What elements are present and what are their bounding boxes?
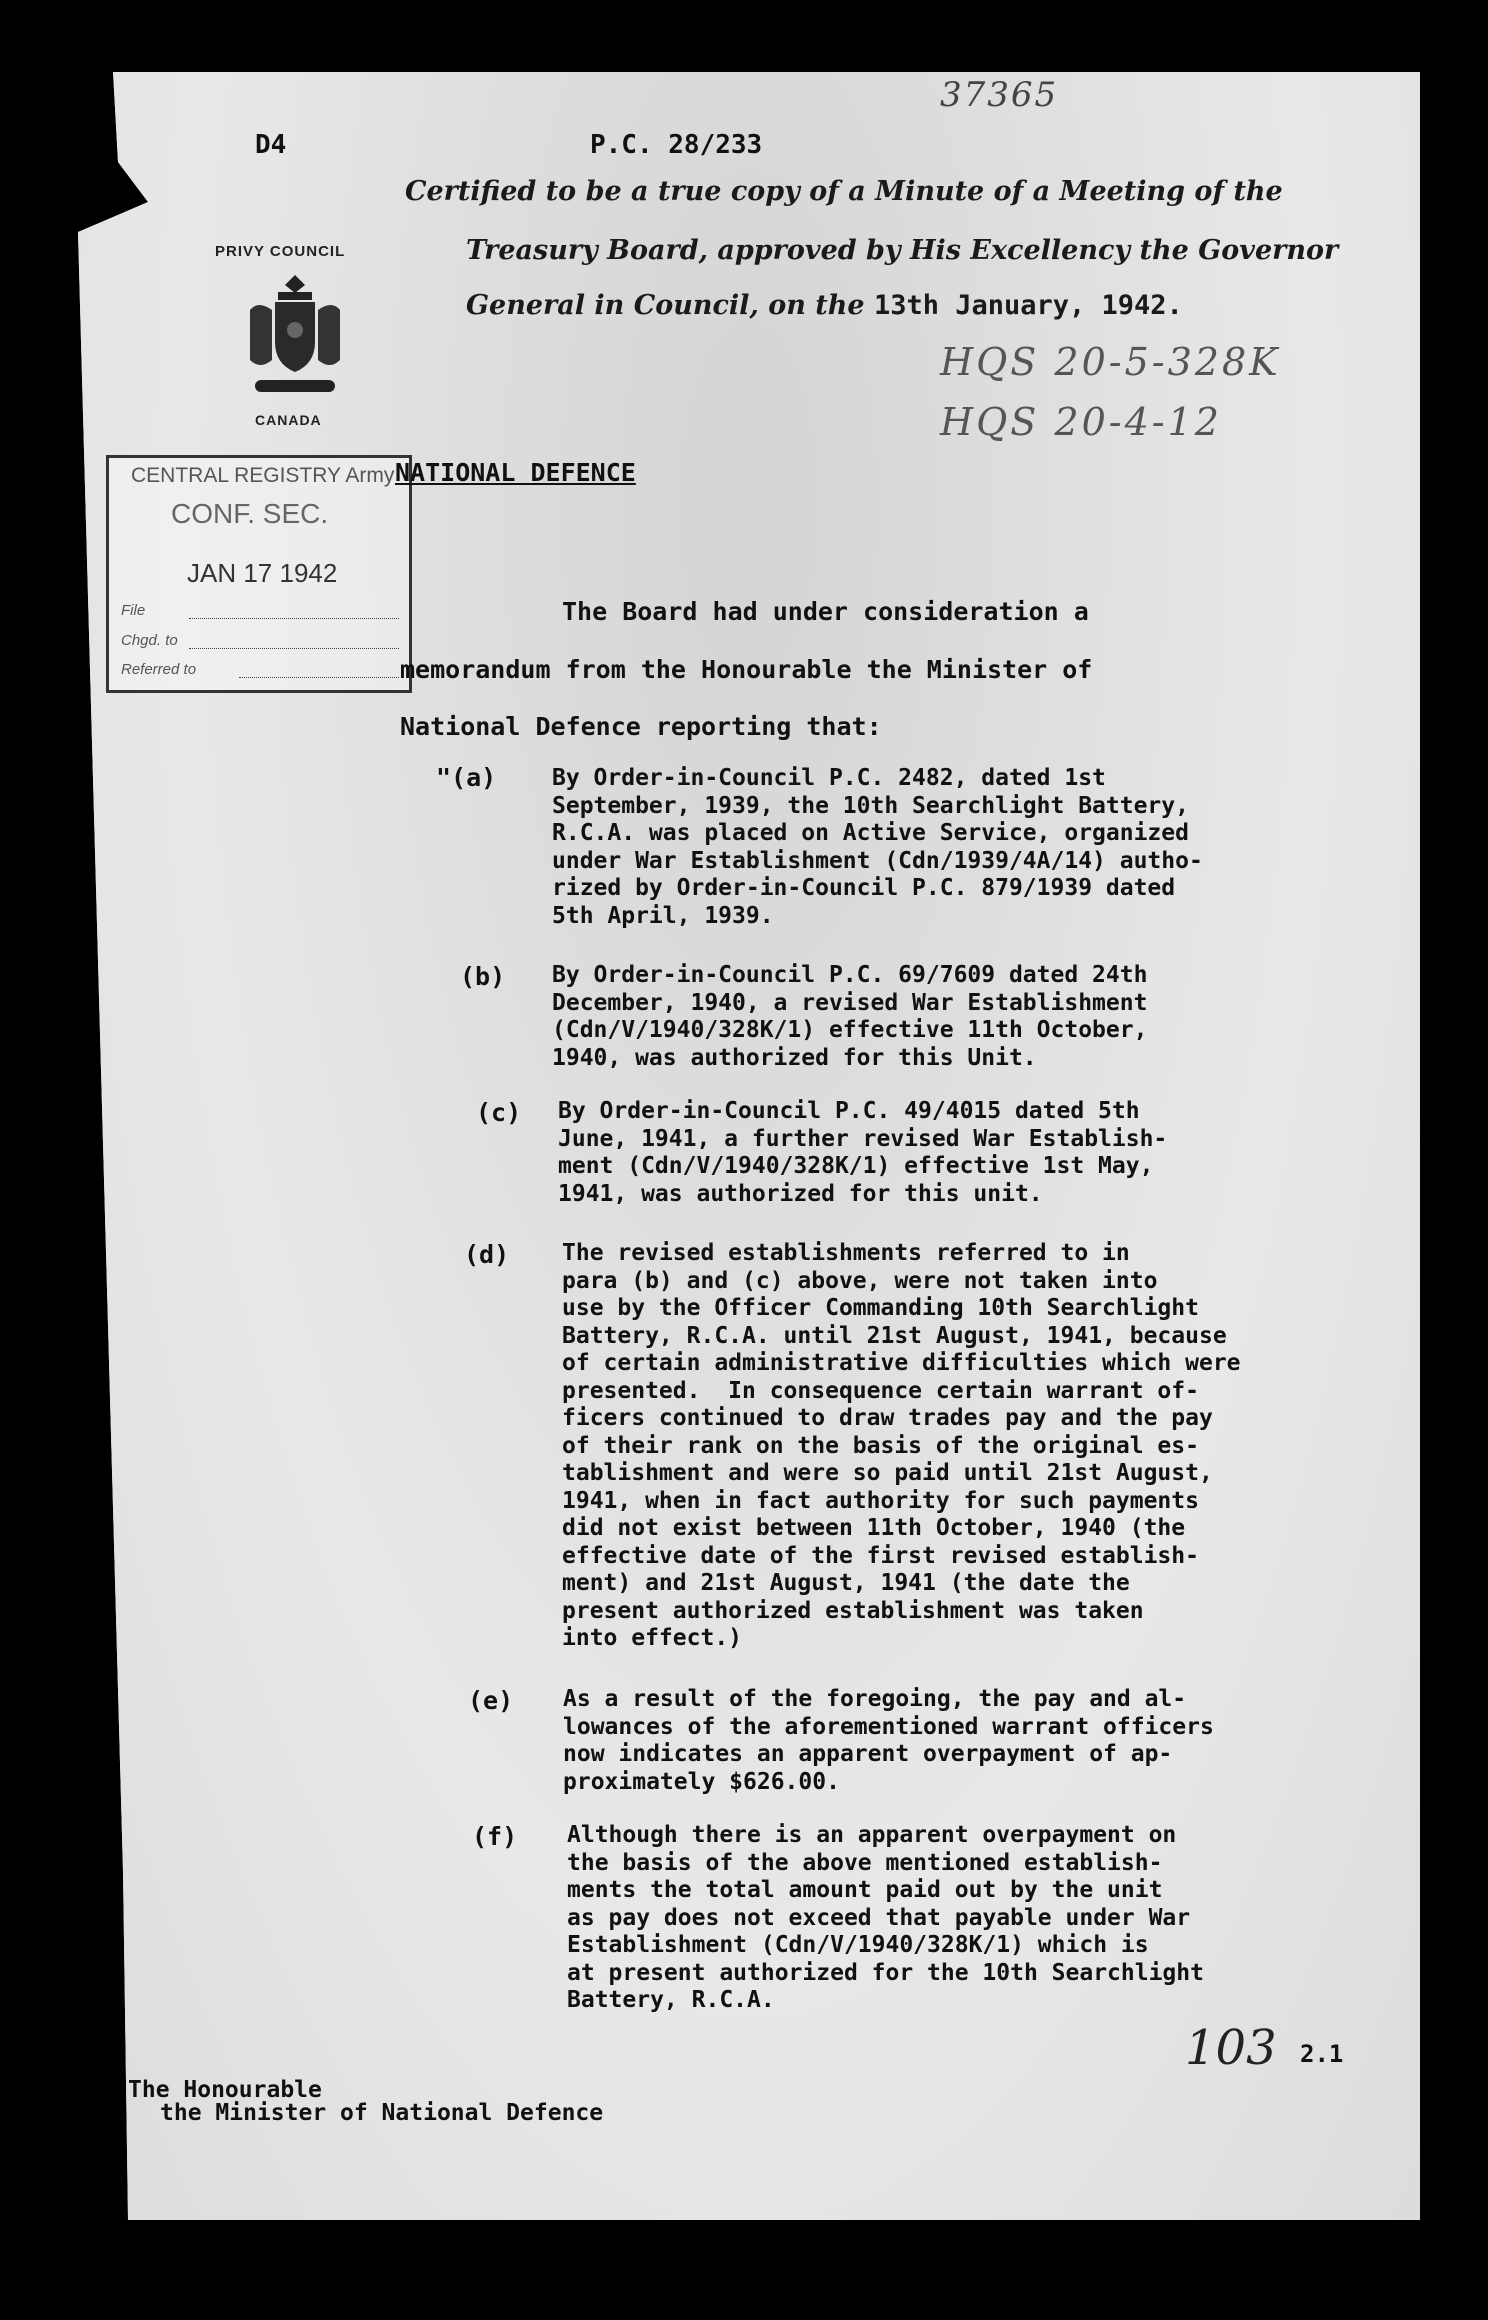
- subject-heading: NATIONAL DEFENCE: [395, 458, 636, 487]
- item-text-e: As a result of the foregoing, the pay and al- lowances of the aforementioned warrant officers now indicates an apparent overpayment of ap- proximately $626.00.: [563, 1686, 1214, 1795]
- intro-line-3: National Defence reporting that:: [400, 712, 882, 741]
- item-text-c: By Order-in-Council P.C. 49/4015 dated 5th June, 1941, a further revised War Establish- ment (Cdn/V/1940/328K/1) effective 1st May, 1941, was authorized for this unit.: [558, 1098, 1168, 1207]
- item-label-e: (e): [468, 1686, 514, 1715]
- certification-line-1: Certified to be a true copy of a Minute of a Meeting of the: [405, 176, 1283, 207]
- handwritten-page-mark: 103: [1185, 2020, 1277, 2076]
- addressee-line-2: the Minister of National Defence: [160, 2100, 604, 2126]
- privy-council-label: PRIVY COUNCIL: [215, 243, 346, 260]
- item-label-c: (c): [476, 1098, 522, 1127]
- coat-of-arms-icon: [240, 270, 350, 405]
- stamp-file-line: [189, 618, 399, 619]
- item-label-a: "(a): [436, 763, 497, 792]
- intro-line-2: memorandum from the Honourable the Minister of: [400, 655, 1093, 684]
- item-text-d: The revised establishments referred to in para (b) and (c) above, were not taken into use by the Officer Commanding 10th Searchlight Battery, R.C.A. until 21st August, 1941, because of certain administrative difficulties which were presented. In consequence certain warrant of- ficers continued to draw trades pay and the pay of their rank on the basis of the original es- tablishment and were so paid until 21st August, 1941, when in fact authority for such payments did not exist between 11th October, 1940 (the effective date of the first revised establish- ment) and 21st August, 1941 (the date the present authorized establishment was taken into effect.): [562, 1240, 1241, 1651]
- pc-number: P.C. 28/233: [590, 130, 763, 160]
- certification-line-2: Treasury Board, approved by His Excellency the Governor: [466, 235, 1339, 266]
- stamp-registry-line: CENTRAL REGISTRY Army: [131, 464, 395, 487]
- handwritten-number: 37365: [940, 75, 1059, 115]
- stamp-chgd-label: Chgd. to: [121, 632, 178, 649]
- stamp-file-label: File: [121, 602, 146, 619]
- registry-stamp: [106, 455, 412, 693]
- certification-date: 13th January, 1942.: [873, 290, 1183, 321]
- file-reference-1: HQS 20-5-328K: [940, 340, 1281, 384]
- item-text-a: By Order-in-Council P.C. 2482, dated 1st September, 1939, the 10th Searchlight Battery, R.C.A. was placed on Active Service, organized under War Establishment (Cdn/1939/4A/14) autho- rized by Order-in-Council P.C. 879/1939 dated 5th April, 1939.: [552, 765, 1203, 929]
- item-label-b: (b): [460, 962, 506, 991]
- page-number: 2.1: [1300, 2040, 1344, 2068]
- item-text-b: By Order-in-Council P.C. 69/7609 dated 24th December, 1940, a revised War Establishment (Cdn/V/1940/328K/1) effective 11th October, 1940, was authorized for this Unit.: [552, 962, 1148, 1071]
- item-text-f: Although there is an apparent overpayment on the basis of the above mentioned establish- ments the total amount paid out by the unit as pay does not exceed that payable under War Establishment (Cdn/V/1940/328K/1) which is at present authorized for the 10th Searchlight Battery, R.C.A.: [567, 1822, 1204, 2013]
- item-label-d: (d): [464, 1240, 510, 1269]
- canada-label: CANADA: [255, 412, 322, 428]
- certification-line-3-prefix: General in Council, on the: [466, 290, 865, 321]
- stamp-date: JAN 17 1942: [187, 558, 338, 588]
- stamp-conf-sec: CONF. SEC.: [171, 498, 329, 529]
- stamp-chgd-line: [189, 648, 399, 649]
- stamp-referred-line: [239, 677, 399, 678]
- item-label-f: (f): [472, 1822, 518, 1851]
- certification-line-3: [466, 290, 1183, 321]
- document-code: D4: [255, 130, 287, 160]
- intro-line-1: The Board had under consideration a: [562, 597, 1089, 626]
- addressee-line-1: The Honourable: [128, 2077, 322, 2103]
- stamp-referred-label: Referred to: [121, 661, 197, 678]
- file-reference-2: HQS 20-4-12: [940, 400, 1222, 444]
